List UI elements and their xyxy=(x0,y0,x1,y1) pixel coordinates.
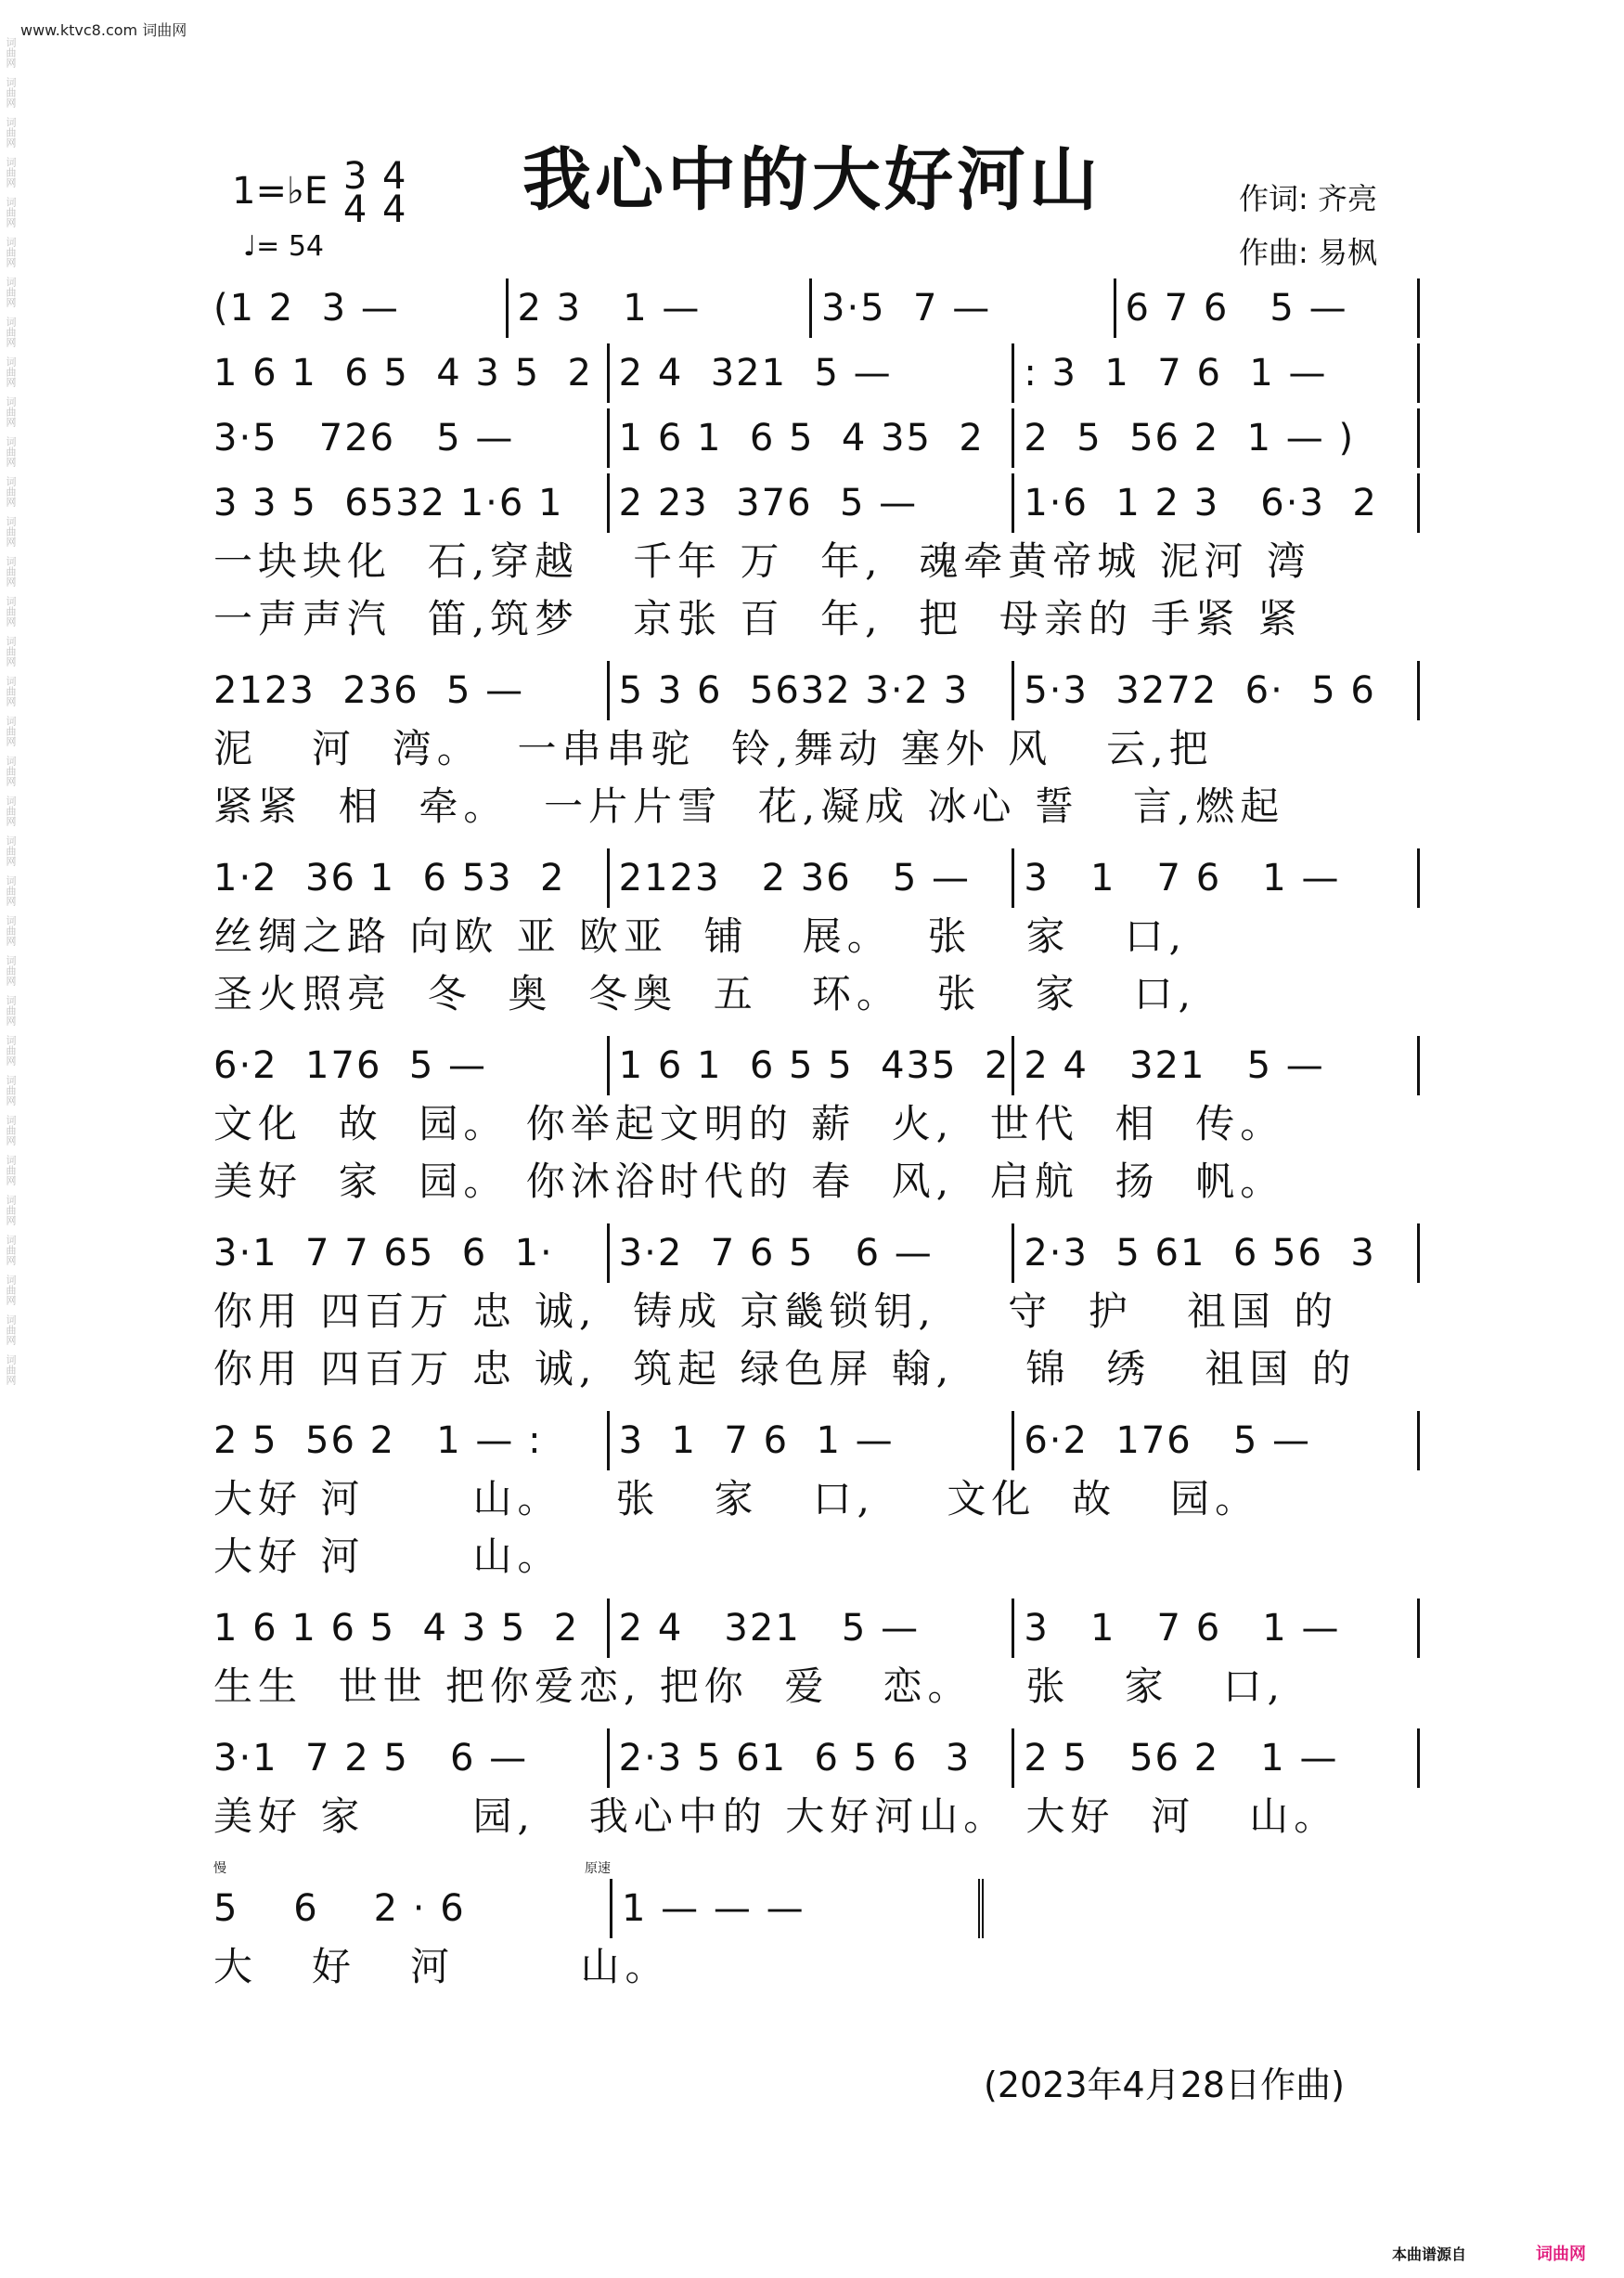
note-line xyxy=(213,1728,1420,1788)
credits xyxy=(1239,172,1377,279)
score-system xyxy=(213,1598,1420,1728)
score-system xyxy=(213,1036,1420,1223)
measure: 3·2 7 6 5 6 — xyxy=(607,1223,1012,1283)
lyric-line: 丝绸之路 向欧 亚 欧亚 铺 展。 张 家 口, xyxy=(213,913,1187,959)
watermark-text: 词曲网 xyxy=(5,1314,17,1345)
key-label: 1=♭E xyxy=(232,170,329,213)
lyric-line: 大 好 河 山。 xyxy=(213,1944,670,1989)
watermark-text: 词曲网 xyxy=(5,157,17,188)
watermark-text: 词曲网 xyxy=(5,1075,17,1106)
measure: 1 6 1 6 5 4 3 5 2 xyxy=(213,352,593,395)
measure: 2123 2 36 5 — xyxy=(607,848,1012,908)
measure: 1 6 1 6 5 4 35 2 xyxy=(607,408,1012,468)
measure: 3·1 7 7 65 6 1· xyxy=(213,1232,554,1275)
measure: 2 4 321 5 — xyxy=(1012,1036,1420,1095)
time-signature-2: 4 4 xyxy=(382,155,406,231)
watermark-text: 词曲网 xyxy=(5,556,17,587)
measure: 6·2 176 5 — xyxy=(1012,1411,1420,1470)
score-system xyxy=(213,661,1420,848)
note-line xyxy=(213,1411,1420,1470)
watermark-text: 词曲网 xyxy=(5,835,17,866)
tempo-mark: ♩= 54 xyxy=(243,230,324,263)
tempo-change-mark: 慢 xyxy=(213,1861,226,1876)
measure: 3·1 7 2 5 6 — xyxy=(213,1737,529,1780)
watermark-text: 词曲网 xyxy=(5,796,17,826)
measure: 2 4 321 5 — xyxy=(607,343,1012,403)
measure: 2123 236 5 — xyxy=(213,669,525,712)
lyric-line: 美好 家 园, 我心中的 大好河山。 大好 河 山。 xyxy=(213,1793,1339,1839)
note-line xyxy=(213,1598,1420,1658)
note-line xyxy=(213,661,1420,720)
measure: 2 5 56 2 1 — xyxy=(1012,1728,1420,1788)
lyric-line: 泥 河 湾。 一串串驼 铃,舞动 塞外 风 云,把 xyxy=(213,726,1214,771)
footer-brand[interactable]: 词曲网 xyxy=(1536,2245,1586,2264)
measure: 6·2 176 5 — xyxy=(213,1044,487,1087)
lyric-line: 一声声汽 笛,筑梦 京张 百 年, 把 母亲的 手紧 紧 xyxy=(213,596,1303,641)
measure: 1·6 1 2 3 6·3 2 xyxy=(1012,473,1420,533)
measure: 5 3 6 5632 3·2 3 xyxy=(607,661,1012,720)
watermark-text: 词曲网 xyxy=(5,516,17,547)
measure: 2·3 5 61 6 56 3 xyxy=(1012,1223,1420,1283)
source-url: www.ktvc8.com 词曲网 xyxy=(20,21,187,39)
watermark-text: 词曲网 xyxy=(5,875,17,906)
watermark-text: 词曲网 xyxy=(5,1195,17,1225)
measure: 5·3 3272 6· 5 6 xyxy=(1012,661,1420,720)
lyric-line: 大好 河 山。 张 家 口, 文化 故 园。 xyxy=(213,1476,1260,1521)
measure: 3 1 7 6 1 — xyxy=(1012,848,1420,908)
watermark-text: 词曲网 xyxy=(5,1155,17,1185)
watermark-text: 词曲网 xyxy=(5,596,17,627)
key-signature xyxy=(232,155,406,231)
measure: 3 1 7 6 1 — xyxy=(1012,1598,1420,1658)
watermark-text: 词曲网 xyxy=(5,1035,17,1066)
watermark-text: 词曲网 xyxy=(5,317,17,347)
score-system xyxy=(213,1728,1420,1858)
watermark-text: 词曲网 xyxy=(5,77,17,108)
note-line xyxy=(213,278,1420,338)
tempo-change-mark: 原速 xyxy=(585,1861,611,1876)
lyric-line: 文化 故 园。 你举起文明的 薪 火, 世代 相 传。 xyxy=(213,1101,1285,1146)
watermark-text: 词曲网 xyxy=(5,995,17,1026)
measure: 1 — — — xyxy=(610,1879,984,1938)
footer-source: 本曲谱源自 xyxy=(1392,2246,1467,2263)
measure: 1 6 1 6 5 5 435 2 xyxy=(607,1036,1012,1095)
note-line xyxy=(213,408,1420,468)
watermark-text: 词曲网 xyxy=(5,396,17,427)
watermark-text: 词曲网 xyxy=(5,197,17,227)
measure: 2 5 56 2 1 — : xyxy=(213,1419,543,1462)
watermark-text: 词曲网 xyxy=(5,37,17,68)
score-system xyxy=(213,278,1420,340)
watermark-text: 词曲网 xyxy=(5,756,17,786)
lyric-line: 美好 家 园。 你沐浴时代的 春 风, 启航 扬 帆。 xyxy=(213,1158,1285,1204)
lyricist: 作词: 齐亮 xyxy=(1239,181,1377,216)
watermark-text: 词曲网 xyxy=(5,1235,17,1265)
score-system xyxy=(213,343,1420,405)
lyric-line: 一块块化 石,穿越 千年 万 年, 魂牵黄帝城 泥河 湾 xyxy=(213,538,1311,584)
lyric-line: 大好 河 山。 xyxy=(213,1534,562,1579)
score-system xyxy=(213,1223,1420,1411)
watermark-text: 词曲网 xyxy=(5,1275,17,1305)
measure: 1 6 1 6 5 4 3 5 2 xyxy=(213,1607,580,1650)
composer: 作曲: 易枫 xyxy=(1239,235,1377,270)
measure: 5 6 2 · 6 xyxy=(213,1887,466,1930)
score-system xyxy=(213,1411,1420,1598)
watermark-text: 词曲网 xyxy=(5,117,17,148)
note-line xyxy=(213,473,1420,533)
lyric-line: 生生 世世 把你爱恋, 把你 爱 恋。 张 家 口, xyxy=(213,1663,1286,1709)
score-system xyxy=(213,848,1420,1036)
note-line xyxy=(213,343,1420,403)
score-system xyxy=(213,473,1420,661)
measure: 3 3 5 6532 1·6 1 xyxy=(213,482,564,524)
watermark-text: 词曲网 xyxy=(5,676,17,706)
measure: 2 3 1 — xyxy=(506,278,810,338)
watermark-text: 词曲网 xyxy=(5,1115,17,1145)
lyric-line: 圣火照亮 冬 奥 冬奥 五 环。 张 家 口, xyxy=(213,971,1197,1016)
watermark-text: 词曲网 xyxy=(5,915,17,946)
measure: 2·3 5 61 6 5 6 3 xyxy=(607,1728,1012,1788)
measure: 3·5 7 — xyxy=(809,278,1114,338)
measure: 1·2 36 1 6 53 2 xyxy=(213,857,566,900)
measure: 2 23 376 5 — xyxy=(607,473,1012,533)
watermark-text: 词曲网 xyxy=(5,1354,17,1385)
lyric-line: 你用 四百万 忠 诚, 筑起 绿色屏 翰, 锦 绣 祖国 的 xyxy=(213,1346,1357,1391)
watermark-strip xyxy=(0,37,20,2265)
score-body xyxy=(213,278,1420,2009)
measure: 2 4 321 5 — xyxy=(607,1598,1012,1658)
note-line xyxy=(213,1036,1420,1095)
note-line xyxy=(213,1879,1420,1938)
measure: 3·5 726 5 — xyxy=(213,417,515,459)
watermark-text: 词曲网 xyxy=(5,277,17,307)
time-signature-1: 3 4 xyxy=(342,155,367,231)
watermark-text: 词曲网 xyxy=(5,237,17,267)
note-line xyxy=(213,848,1420,908)
tempo-change-marks xyxy=(213,1858,1420,1879)
song-title: 我心中的大好河山 xyxy=(522,140,1102,220)
score-system xyxy=(213,408,1420,470)
watermark-text: 词曲网 xyxy=(5,955,17,986)
note-line xyxy=(213,1223,1420,1283)
watermark-text: 词曲网 xyxy=(5,716,17,746)
watermark-text: 词曲网 xyxy=(5,636,17,667)
watermark-text: 词曲网 xyxy=(5,476,17,507)
composition-date: (2023年4月28日作曲) xyxy=(984,2064,1345,2105)
measure: (1 2 3 — xyxy=(213,287,400,330)
lyric-line: 你用 四百万 忠 诚, 铸成 京畿锁钥, 守 护 祖国 的 xyxy=(213,1288,1339,1334)
measure: 6 7 6 5 — xyxy=(1114,278,1421,338)
score-system xyxy=(213,1858,1420,2009)
measure: 3 1 7 6 1 — xyxy=(607,1411,1012,1470)
watermark-text: 词曲网 xyxy=(5,436,17,467)
watermark-text: 词曲网 xyxy=(5,356,17,387)
lyric-line: 紧紧 相 牵。 一片片雪 花,凝成 冰心 誓 言,燃起 xyxy=(213,783,1285,829)
measure: : 3 1 7 6 1 — xyxy=(1012,343,1420,403)
measure: 2 5 56 2 1 — ) xyxy=(1012,408,1420,468)
